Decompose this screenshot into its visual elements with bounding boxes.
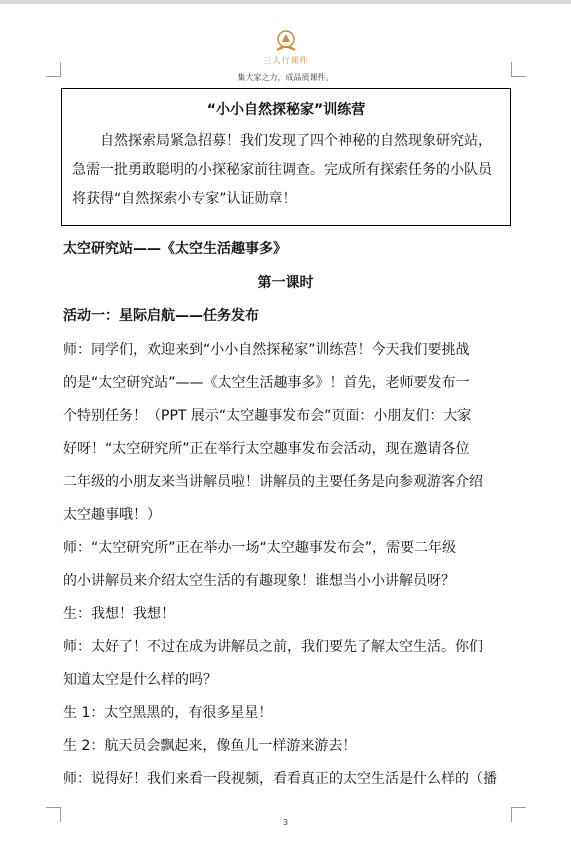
lesson-heading: 第一课时 <box>257 275 314 291</box>
header-tagline: 集大家之力，成品质课件。 <box>237 73 334 82</box>
intro-box <box>61 88 511 226</box>
paragraph-line: 好呀！“太空研究所”正在举行太空趣事发布会活动，现在邀请各位 <box>63 441 470 457</box>
paragraph-line: 生 1：太空黑黑的，有很多星星！ <box>63 705 273 721</box>
paragraph-line: 的是“太空研究站”——《太空生活趣事多》！首先，老师要发布一 <box>63 375 470 391</box>
paragraph-line: 个特别任务！（PPT 展示“太空趣事发布会”页面：小朋友们：大家 <box>63 408 472 424</box>
paragraph-line: 二年级的小朋友来当讲解员啦！讲解员的主要任务是向参观游客介绍 <box>63 474 483 490</box>
paragraph-line: 的小讲解员来介绍太空生活的有趣现象！谁想当小小讲解员呀？ <box>63 573 455 589</box>
paragraph-line: 生：我想！我想！ <box>63 606 175 622</box>
header-logo <box>258 30 314 66</box>
intro-line: 自然探索局紧急招募！我们发现了四个神秘的自然现象研究站， <box>100 133 492 149</box>
activity-heading: 活动一：星际启航——任务发布 <box>63 308 259 324</box>
intro-line: 急需一批勇敢聪明的小探秘家前往调查。完成所有探索任务的小队员 <box>72 162 492 178</box>
intro-title: “小小自然探秘家”训练营 <box>206 102 366 118</box>
logo-text: 三人行课件 <box>263 56 309 65</box>
intro-line: 将获得“自然探索小专家”认证勋章！ <box>72 191 297 207</box>
paragraph-line: 师：太好了！不过在成为讲解员之前，我们要先了解太空生活。你们 <box>63 639 483 655</box>
paragraph-line: 师：“太空研究所”正在举办一场“太空趣事发布会”，需要二年级 <box>63 540 457 556</box>
logo-icon <box>273 30 299 54</box>
paragraph-line: 知道太空是什么样的吗？ <box>63 672 217 688</box>
paragraph-line: 太空趣事哦！） <box>63 507 161 523</box>
paragraph-line: 师：说得好！我们来看一段视频，看看真正的太空生活是什么样的（播 <box>63 771 497 787</box>
page-number: 3 <box>282 818 289 827</box>
paragraph-line: 师：同学们，欢迎来到“小小自然探秘家”训练营！今天我们要挑战 <box>63 342 470 358</box>
paragraph-line: 生 2：航天员会飘起来，像鱼儿一样游来游去！ <box>63 738 357 754</box>
intro-text <box>72 127 507 214</box>
section-title: 太空研究站——《太空生活趣事多》 <box>63 241 287 257</box>
top-border <box>0 0 571 4</box>
